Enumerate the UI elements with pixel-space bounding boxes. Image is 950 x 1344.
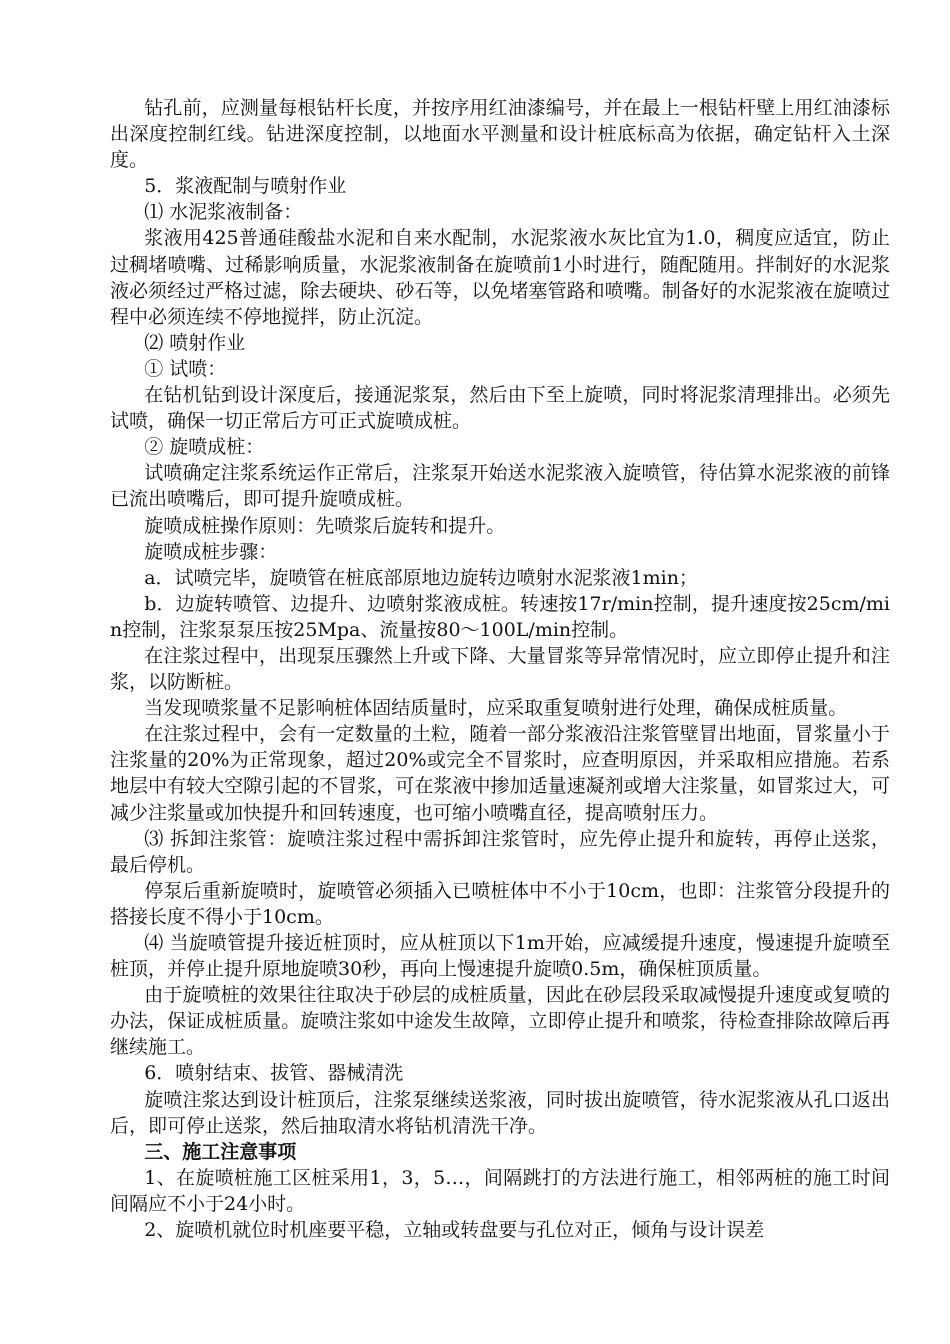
section-heading-slurry: 5．浆液配制与喷射作业 [144, 175, 347, 198]
paragraph-step-a: a．试喷完毕，旋喷管在桩底部原地边旋转边喷射水泥浆液1min； [144, 566, 698, 589]
paragraph-precaution-1: 1、在旋喷桩施工区桩采用1，3，5…，间隔跳打的方法进行施工，相邻两桩的施工时间间隔应不小于24小时。 [110, 1166, 890, 1215]
section-heading-precautions: 三、施工注意事项 [144, 1140, 297, 1163]
paragraph-jet-pile: 试喷确定注浆系统运作正常后，注浆泵开始送水泥浆液入旋喷管，待估算水泥浆液的前锋已流出喷嘴后，即可提升旋喷成桩。 [110, 462, 890, 511]
paragraph-pile-top: ⑷ 当旋喷管提升接近桩顶时，应从桩顶以下1m开始，应减缓提升速度，慢速提升旋喷至桩顶，并停止提升原地旋喷30秒，再向上慢速提升旋喷0.5m，确保桩顶质量。 [110, 932, 890, 981]
subheading-jet-pile: ② 旋喷成桩： [144, 436, 265, 459]
paragraph-cleaning: 旋喷注浆达到设计桩顶后，注浆泵继续送浆液，同时拔出旋喷管，待水泥浆液从孔口返出后，即可停止送浆，然后抽取清水将钻机清洗干净。 [110, 1088, 890, 1137]
subheading-trial-jet: ① 试喷： [144, 357, 227, 380]
paragraph-step-b: b．边旋转喷管、边提升、边喷射浆液成桩。转速按17r/min控制，提升速度按25cm/min控制，注浆泵泵压按25Mpa、流量按80～100L/min控制。 [110, 592, 890, 641]
paragraph-slurry-return: 在注浆过程中，会有一定数量的土粒，随着一部分浆液沿注浆管壁冒出地面，冒浆量小于注浆量的20%为正常现象，超过20%或完全不冒浆时，应查明原因，并采取相应措施。若系地层中有较大空隙引起的不冒浆，可在浆液中掺加适量速凝剂或增大注浆量，如冒浆过大，可减少注浆量或加快提升和回转速度，也可缩小喷嘴直径，提高喷射压力。 [110, 723, 890, 824]
subheading-cement-preparation: ⑴ 水泥浆液制备： [144, 201, 303, 224]
paragraph-insufficient-slurry: 当发现喷浆量不足影响桩体固结质量时，应采取重复喷射进行处理，确保成桩质量。 [144, 697, 848, 720]
paragraph-steps-label: 旋喷成桩步骤： [144, 540, 278, 563]
paragraph-trial-jet: 在钻机钻到设计深度后，接通泥浆泵，然后由下至上旋喷，同时将泥浆清理排出。必须先试喷，确保一切正常后方可正式旋喷成桩。 [110, 384, 890, 433]
paragraph-precaution-2: 2、旋喷机就位时机座要平稳，立轴或转盘要与孔位对正，倾角与设计误差 [144, 1219, 765, 1242]
paragraph-abnormal-pressure: 在注浆过程中，出现泵压骤然上升或下降、大量冒浆等异常情况时，应立即停止提升和注浆，以防断桩。 [110, 644, 890, 694]
document-body [110, 95, 890, 1243]
paragraph-drilling-length: 钻孔前，应测量每根钻杆长度，并按序用红油漆编号，并在最上一根钻杆壁上用红油漆标出深度控制红线。钻进深度控制，以地面水平测量和设计桩底标高为依据，确定钻杆入土深度。 [110, 97, 890, 172]
section-heading-cleaning: 6．喷射结束、拔管、器械清洗 [144, 1062, 404, 1085]
paragraph-cement-mix: 浆液用425普通硅酸盐水泥和自来水配制，水泥浆液水灰比宜为1.0，稠度应适宜，防止过稠堵喷嘴、过稀影响质量，水泥浆液制备在旋喷前1小时进行，随配随用。拌制好的水泥浆液必须经过严格过滤，除去硬块、砂石等，以免堵塞管路和喷嘴。制备好的水泥浆液在旋喷过程中必须连续不停地搅拌，防止沉淀。 [110, 227, 890, 328]
subheading-jetting: ⑵ 喷射作业 [144, 331, 246, 354]
paragraph-sand-layer: 由于旋喷桩的效果往往取决于砂层的成桩质量，因此在砂层段采取减慢提升速度或复喷的办法，保证成桩质量。旋喷注浆如中途发生故障，立即停止提升和喷浆，待检查排除故障后再继续施工。 [110, 984, 890, 1059]
paragraph-remove-pipe: ⑶ 拆卸注浆管：旋喷注浆过程中需拆卸注浆管时，应先停止提升和旋转，再停止送浆，最后停机。 [110, 827, 890, 876]
paragraph-restart-overlap: 停泵后重新旋喷时，旋喷管必须插入已喷桩体中不小于10cm，也即：注浆管分段提升的搭接长度不得小于10cm。 [110, 879, 890, 928]
paragraph-operation-principle: 旋喷成桩操作原则：先喷浆后旋转和提升。 [144, 514, 506, 537]
